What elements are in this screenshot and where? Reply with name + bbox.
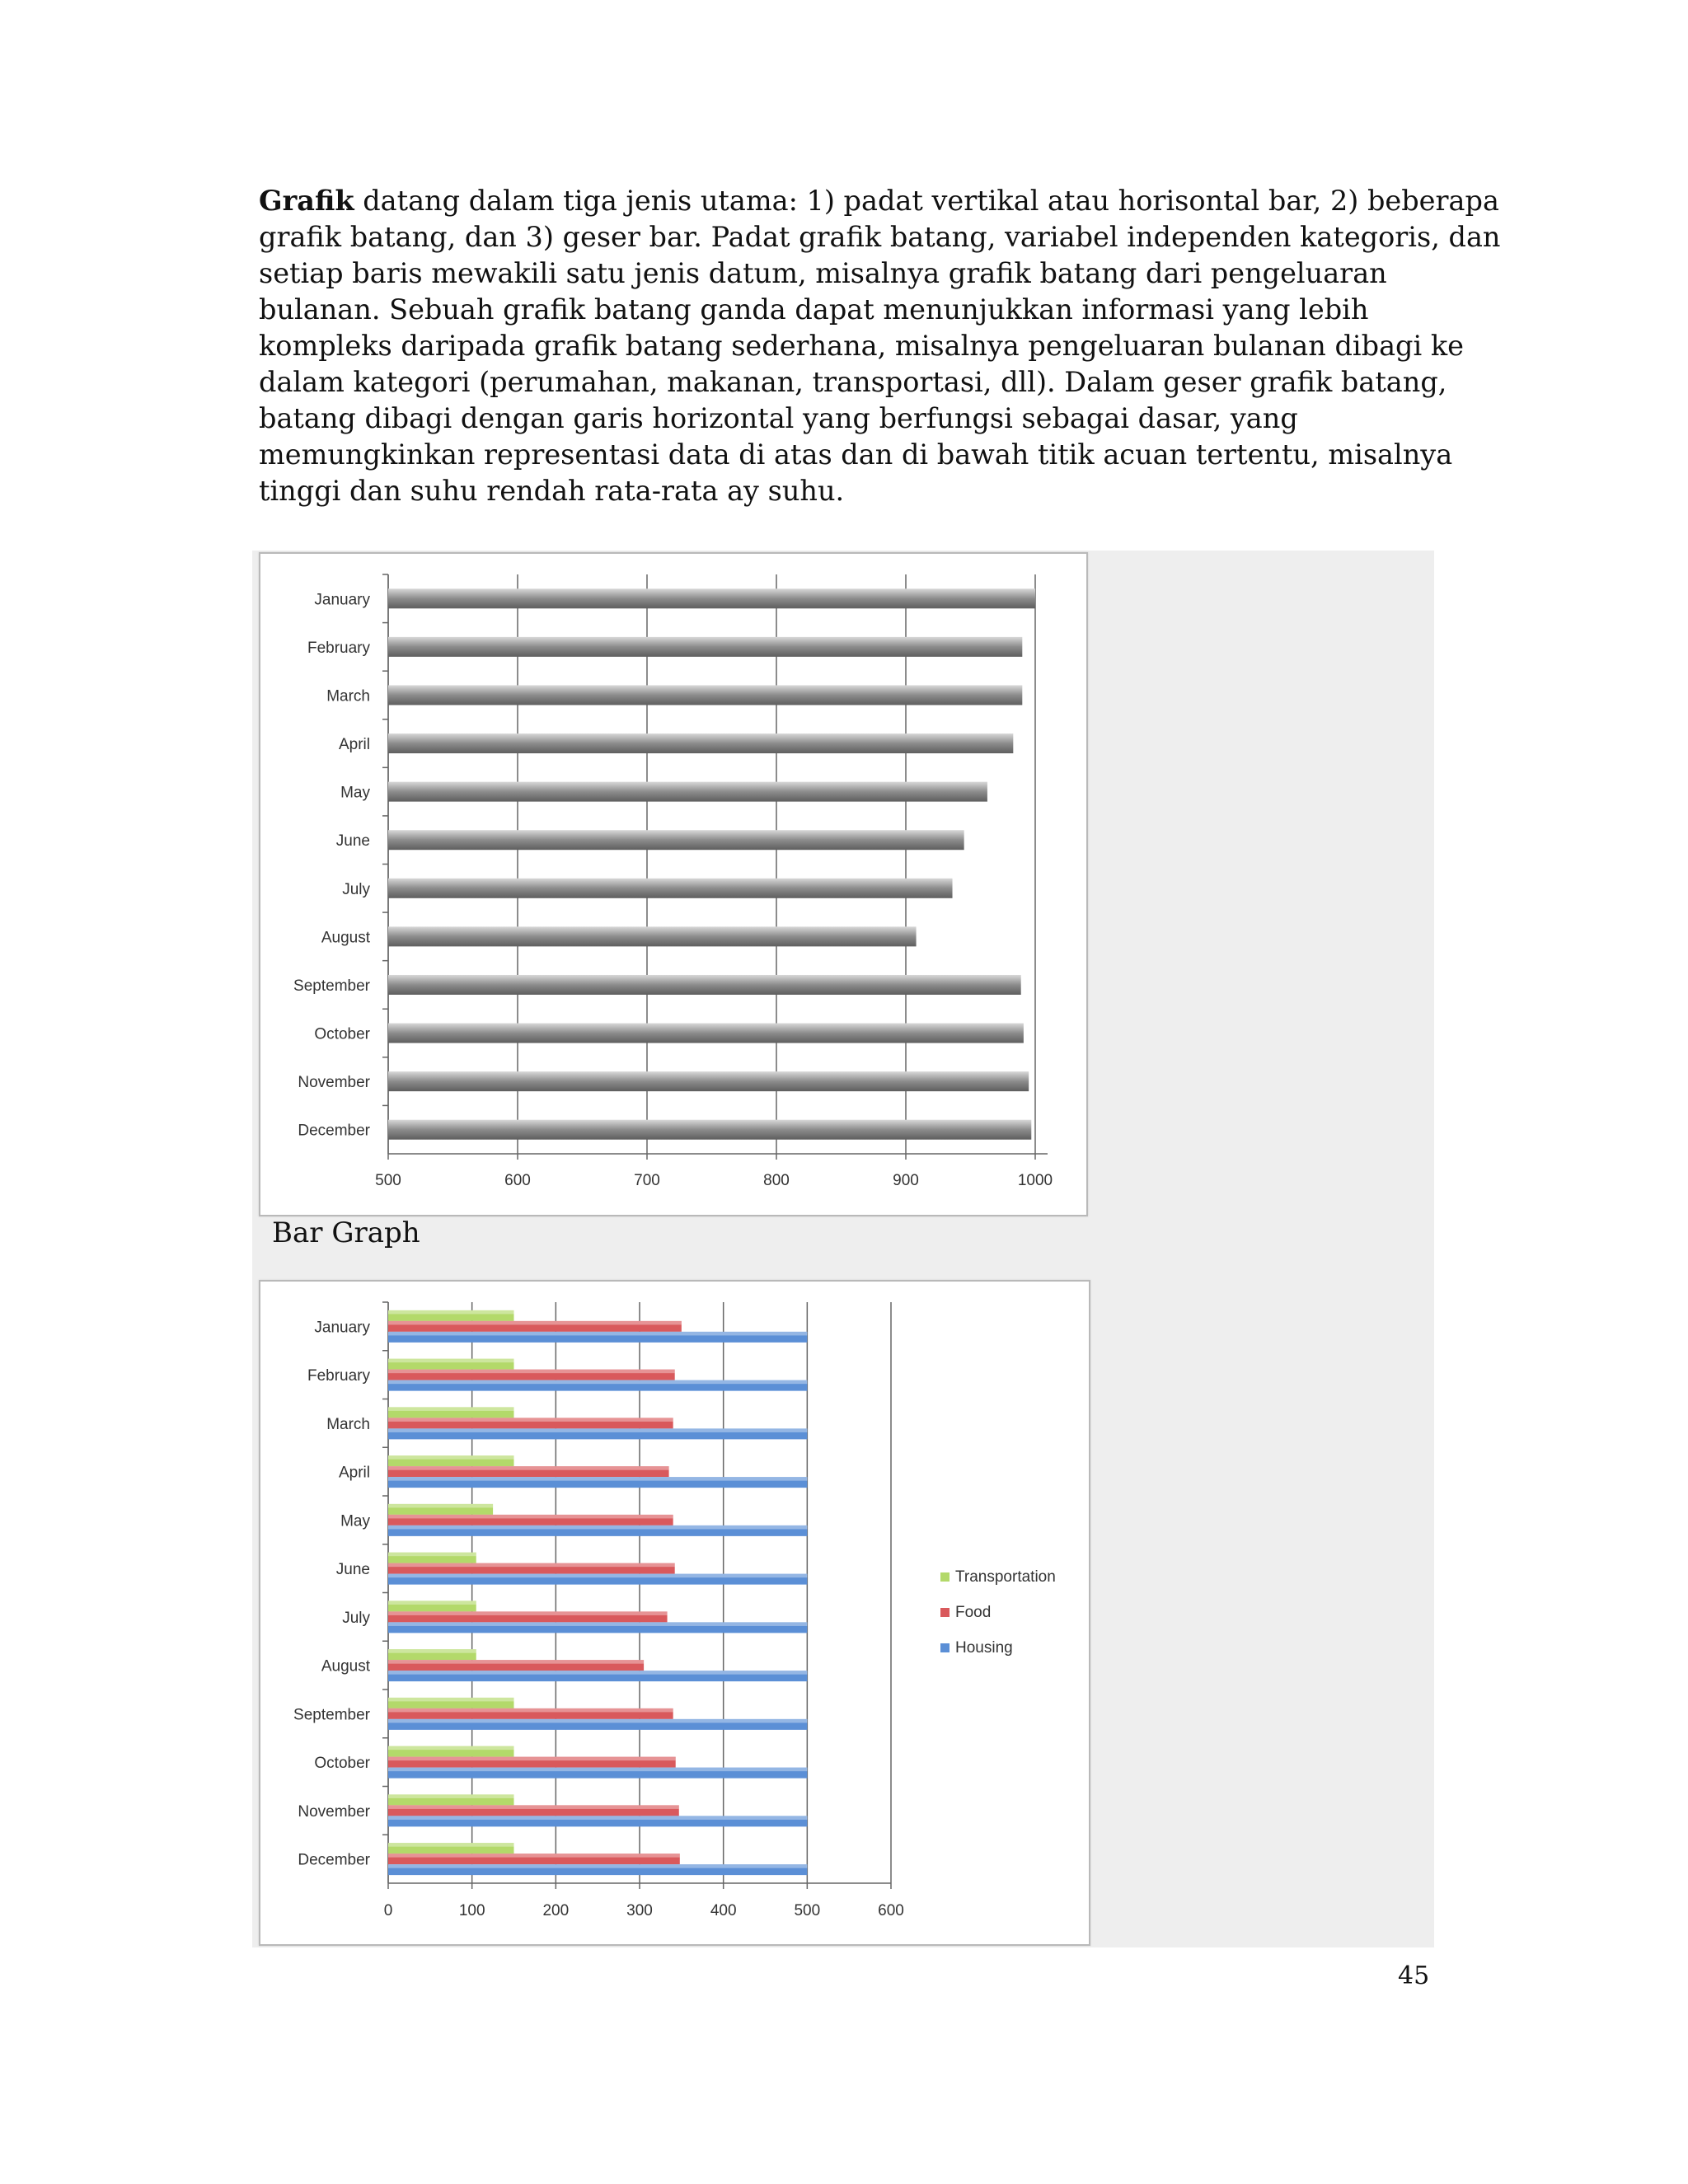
multiple-bar-chart [259, 1280, 1090, 1946]
paragraph-line-9: tinggi dan suhu rendah rata-rata ay suhu. [259, 475, 845, 507]
bar-november [388, 1071, 1029, 1091]
paragraph-line-6: dalam kategori (perumahan, makanan, transportasi, dll). Dalam geser grafik batang, [259, 366, 1447, 398]
bar-highlight [388, 1321, 682, 1325]
y-tick-label-february: February [307, 639, 370, 657]
bar-highlight [388, 1332, 807, 1336]
bar-highlight [388, 1649, 476, 1653]
paragraph-line-1 [259, 183, 1499, 219]
bar-highlight [388, 1407, 514, 1411]
bar-highlight [388, 1671, 807, 1675]
bar-march [388, 685, 1022, 705]
bar-highlight [388, 1380, 807, 1385]
paragraph-line-4: bulanan. Sebuah grafik batang ganda dapat menunjukkan informasi yang lebih [259, 293, 1369, 326]
y-tick-label-april: April [338, 736, 370, 754]
bar-highlight [388, 1816, 807, 1820]
x-tick-label: 200 [542, 1902, 570, 1919]
bar-october [388, 1024, 1024, 1043]
y-tick-label-july: July [342, 1609, 370, 1627]
x-tick-label: 300 [626, 1902, 653, 1919]
body-paragraph [259, 183, 1501, 509]
bar-highlight [388, 1504, 493, 1508]
y-tick-label-january: January [314, 591, 370, 609]
bar-highlight [388, 1864, 807, 1868]
bar-september [388, 975, 1021, 995]
bar-january [388, 588, 1035, 608]
y-tick-label-august: August [321, 1657, 370, 1675]
bar-highlight [388, 1466, 669, 1470]
monthly-bar-chart-svg [260, 554, 1086, 1215]
bar-december [388, 1120, 1031, 1140]
legend-swatch-transportation [940, 1572, 950, 1582]
paragraph-line-3: setiap baris mewakili satu jenis datum, misalnya grafik batang dari pengeluaran [259, 257, 1387, 289]
x-tick-label: 600 [878, 1902, 904, 1919]
paragraph-line-5: kompleks daripada grafik batang sederhana, misalnya pengeluaran bulanan dibagi ke [259, 330, 1464, 362]
multiple-bar-chart-svg [260, 1282, 1089, 1944]
legend-label-housing: Housing [955, 1639, 1013, 1657]
y-tick-label-january: January [314, 1319, 370, 1337]
bar-highlight [388, 1611, 668, 1615]
bar-highlight [388, 1746, 514, 1750]
y-tick-label-june: June [335, 832, 370, 851]
y-tick-label-december: December [298, 1851, 370, 1869]
bar-highlight [388, 1563, 675, 1568]
bar-highlight [388, 1698, 514, 1702]
bar-highlight [388, 1805, 679, 1809]
bar-highlight [388, 1660, 644, 1664]
bar-june [388, 830, 964, 850]
bar-august [388, 926, 917, 946]
y-tick-label-november: November [298, 1802, 370, 1821]
paragraph-line-1-text: datang dalam tiga jenis utama: 1) padat vertikal atau horisontal bar, 2) beberapa [354, 185, 1499, 217]
x-tick-label: 1000 [1017, 1172, 1053, 1189]
bar-july [388, 879, 953, 898]
paragraph-line-8: memungkinkan representasi data di atas dan di bawah titik acuan tertentu, misalnya [259, 438, 1453, 471]
y-tick-label-march: March [326, 1415, 370, 1433]
x-tick-label: 500 [794, 1902, 821, 1919]
y-tick-label-june: June [335, 1561, 370, 1579]
bar-highlight [388, 1601, 476, 1605]
y-tick-label-march: March [326, 687, 370, 705]
bar-february [388, 637, 1022, 657]
x-tick-label: 700 [634, 1172, 660, 1189]
bar-highlight [388, 1843, 514, 1847]
x-tick-label: 800 [763, 1172, 790, 1189]
bar-highlight [388, 1515, 673, 1519]
bar-highlight [388, 1757, 676, 1761]
legend-label-transportation: Transportation [955, 1568, 1056, 1586]
legend-label-food: Food [955, 1604, 992, 1621]
y-tick-label-may: May [340, 1512, 370, 1530]
legend-swatch-housing [940, 1643, 950, 1652]
bar-highlight [388, 1622, 807, 1626]
bar-may [388, 782, 987, 802]
bar-highlight [388, 1359, 514, 1363]
y-tick-label-october: October [314, 1755, 370, 1773]
x-tick-label: 500 [375, 1172, 401, 1189]
y-tick-label-april: April [338, 1464, 370, 1482]
x-tick-label: 400 [710, 1902, 737, 1919]
figure-caption: Bar Graph [272, 1216, 420, 1249]
bar-highlight [388, 1310, 514, 1315]
bar-highlight [388, 1418, 673, 1422]
x-tick-label: 0 [383, 1902, 393, 1919]
bar-highlight [388, 1719, 807, 1723]
bar-april [388, 733, 1013, 753]
monthly-bar-chart [259, 552, 1088, 1216]
y-tick-label-september: September [293, 1706, 370, 1724]
y-tick-label-july: July [342, 880, 370, 898]
bar-highlight [388, 1526, 807, 1530]
y-tick-label-november: November [298, 1074, 370, 1092]
page-number: 45 [1398, 1961, 1430, 1990]
paragraph-line-2: grafik batang, dan 3) geser bar. Padat grafik batang, variabel independen kategoris, dan [259, 221, 1501, 253]
x-tick-label: 900 [893, 1172, 919, 1189]
y-tick-label-august: August [321, 929, 370, 947]
y-tick-label-october: October [314, 1025, 370, 1043]
bar-highlight [388, 1477, 807, 1481]
bar-highlight [388, 1708, 673, 1713]
bar-highlight [388, 1574, 807, 1578]
y-tick-label-december: December [298, 1122, 370, 1140]
bar-highlight [388, 1794, 514, 1798]
bar-highlight [388, 1455, 514, 1460]
paragraph-line-7: batang dibagi dengan garis horizontal yang berfungsi sebagai dasar, yang [259, 402, 1298, 434]
y-tick-label-may: May [340, 784, 370, 802]
bar-highlight [388, 1428, 807, 1432]
bar-highlight [388, 1553, 476, 1557]
bold-term: Grafik [259, 185, 354, 217]
x-tick-label: 100 [458, 1902, 485, 1919]
bar-highlight [388, 1768, 807, 1772]
y-tick-label-september: September [293, 977, 370, 995]
y-tick-label-february: February [307, 1367, 370, 1385]
bar-highlight [388, 1854, 680, 1858]
legend-swatch-food [940, 1608, 950, 1617]
x-tick-label: 600 [504, 1172, 531, 1189]
bar-highlight [388, 1370, 675, 1374]
